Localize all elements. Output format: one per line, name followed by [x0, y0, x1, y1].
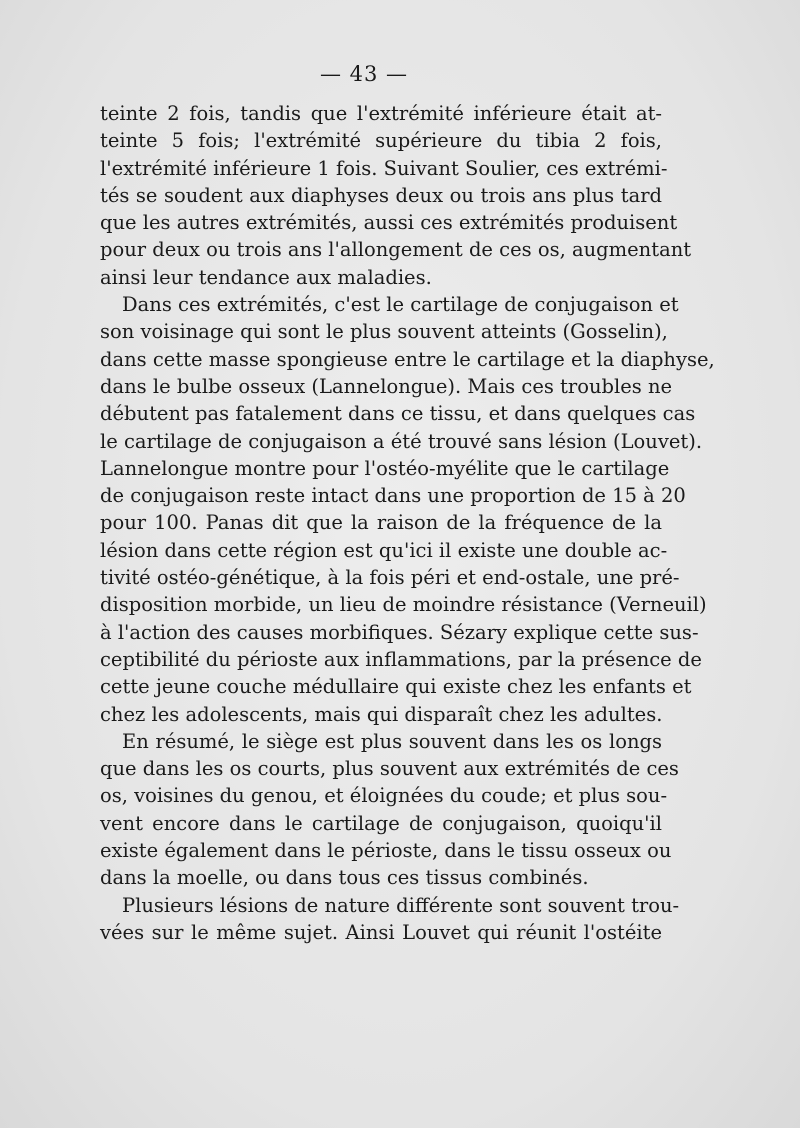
text-line: à l'action des causes morbifiques. Sézary explique cette sus-: [100, 620, 699, 644]
text-line: dans le bulbe osseux (Lannelongue). Mais ces troubles ne: [100, 374, 673, 398]
text-line: débutent pas fatalement dans ce tissu, et dans quelques cas: [100, 402, 696, 426]
text-line: pour deux ou trois ans l'allongement de ces os, augmentant: [100, 238, 692, 262]
text-line: En résumé, le siège est plus souvent dans les os longs: [122, 729, 662, 753]
text-line: tivité ostéo-génétique, à la fois péri et end-ostale, une pré-: [100, 566, 680, 590]
text-line: teinte 5 fois; l'extrémité supérieure du tibia 2 fois,: [100, 129, 662, 153]
text-line: Plusieurs lésions de nature différente sont souvent trou-: [122, 893, 680, 917]
text-line: teinte 2 fois, tandis que l'extrémité inférieure était at-: [100, 102, 662, 125]
text-line: vées sur le même sujet. Ainsi Louvet qui réunit l'ostéite: [100, 920, 662, 944]
text-line: dans la moelle, ou dans tous ces tissus combinés.: [100, 866, 589, 890]
text-line: Dans ces extrémités, c'est le cartilage de conjugaison et: [122, 293, 679, 317]
text-line: os, voisines du genou, et éloignées du coude; et plus sou-: [100, 784, 668, 808]
text-line: tés se soudent aux diaphyses deux ou trois ans plus tard: [100, 183, 662, 207]
text-line: son voisinage qui sont le plus souvent atteints (Gosselin),: [100, 320, 668, 344]
paragraph: [100, 100, 692, 291]
body-text: [100, 100, 715, 946]
text-line: existe également dans le périoste, dans le tissu osseux ou: [100, 839, 672, 863]
text-line: le cartilage de conjugaison a été trouvé sans lésion (Louvet).: [100, 429, 703, 453]
text-line: que les autres extrémités, aussi ces extrémités produisent: [100, 211, 678, 235]
text-line: pour 100. Panas dit que la raison de la fréquence de la: [100, 511, 662, 535]
text-line: ainsi leur tendance aux maladies.: [100, 265, 432, 289]
text-line: vent encore dans le cartilage de conjugaison, quoiqu'il: [100, 811, 662, 835]
text-line: chez les adolescents, mais qui disparaît chez les adultes.: [100, 702, 663, 726]
text-line: de conjugaison reste intact dans une proportion de 15 à 20: [100, 484, 686, 508]
page-number: — 43 —: [319, 62, 409, 86]
text-line: dans cette masse spongieuse entre le cartilage et la diaphyse,: [100, 347, 715, 371]
paragraph: [100, 892, 680, 947]
text-line: cette jeune couche médullaire qui existe chez les enfants et: [100, 675, 692, 699]
text-line: lésion dans cette région est qu'ici il existe une double ac-: [100, 538, 668, 562]
paragraph: [100, 291, 715, 728]
text-line: que dans les os courts, plus souvent aux extrémités de ces: [100, 757, 679, 781]
text-line: ceptibilité du périoste aux inflammations, par la présence de: [100, 647, 702, 671]
text-line: Lannelongue montre pour l'ostéo-myélite que le cartilage: [100, 456, 670, 480]
text-line: l'extrémité inférieure 1 fois. Suivant Soulier, ces extrémi-: [100, 156, 668, 180]
paragraph: [100, 728, 679, 892]
text-line: disposition morbide, un lieu de moindre résistance (Verneuil): [100, 593, 707, 617]
